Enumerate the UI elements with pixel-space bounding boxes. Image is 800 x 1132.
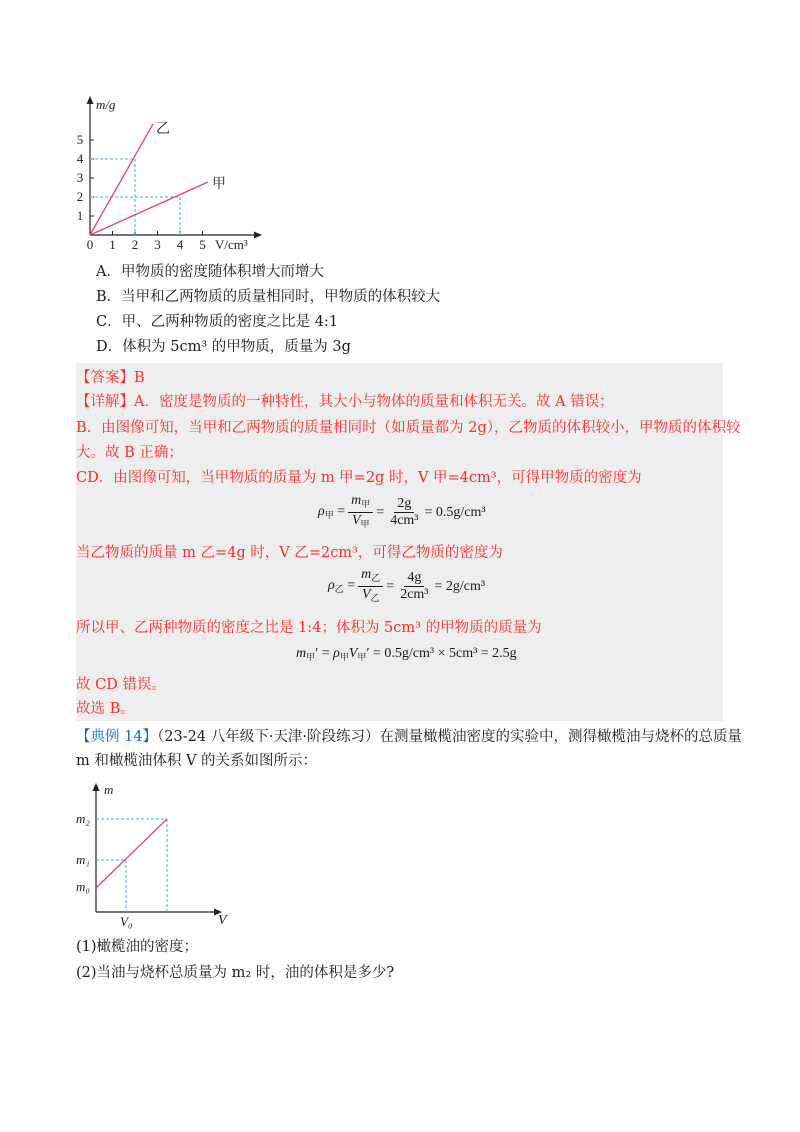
detail-line-5: 当乙物质的质量 m 乙=4g 时，V 乙=2cm³，可得乙物质的密度为 [76,545,503,561]
example-14-line-2: m 和橄榄油体积 V 的关系如图所示： [76,753,318,769]
x-tick-label-1: 1 [109,237,116,252]
equation-2: $\rho_乙$ = $\frac{m_乙}{V_乙}$ = $\frac{4g}{\text{2cm³}}$ = 2g/cm³ [328,567,486,603]
eq1-result: = 0.5g/cm³ [424,504,486,520]
y-axis-label: m/g [96,97,116,112]
series-line-yi [90,124,153,235]
x-tick-label-4: 4 [176,237,184,252]
option-d: D．体积为 5cm³ 的甲物质，质量为 3g [96,339,351,355]
series-line-jia [90,182,208,235]
guide-lines [90,159,180,235]
eq2-result: = 2g/cm³ [434,578,486,594]
density-chart-1 [76,92,280,252]
example-14-line-1 [76,727,742,747]
question-2: (2)当油与烧杯总质量为 m₂ 时，油的体积是多少? [76,965,395,981]
x-axis-label: V/cm³ [215,237,248,252]
answer-box [76,363,723,721]
equation-1: $\rho_甲$ = $\frac{m_甲}{V_甲}$ = $\frac{2g}{\text{4cm³}}$ = 0.5g/cm³ [318,493,486,529]
y-axis-arrow [87,96,94,104]
option-b: B．当甲和乙两物质的质量相同时，甲物质的体积较大 [96,289,441,305]
series-label-jia: 甲 [212,177,226,192]
y-tick-label-4: 4 [76,151,84,166]
x-tick-label-5: 5 [199,237,206,252]
x-axis-label: V [218,913,227,928]
equation-3: $m_甲' = \rho_甲V_甲' = 0.5g/cm^3 \times 5cm^3 = 2.5g$ [296,646,517,662]
answer-value: B [134,370,145,386]
eq2-denominator: 2cm³ [400,587,429,602]
y-tick-label-1: 1 [76,208,84,223]
label-m1: m₁ [76,852,90,867]
answer-line [76,368,145,388]
detail-line-6: 所以甲、乙两种物质的密度之比是 1:4；体积为 5cm³ 的甲物质的质量为 [76,620,542,636]
example-text-a: （23-24 八年级下·天津·阶段练习）在测量橄榄油密度的实验中，测得橄榄油与烧杯的总质量 [157,729,742,745]
label-m2: m₂ [76,811,90,826]
detail-line-7: 故 CD 错误。 [76,677,166,693]
eq2-numerator: 4g [404,570,424,587]
series-label-yi: 乙 [156,122,170,137]
answer-tag: 【答案】 [76,370,134,386]
question-1: (1)橄榄油的密度； [76,939,199,955]
detail-line-8: 故选 B。 [76,701,135,717]
y-tick-label-5: 5 [76,132,84,147]
guide-lines [96,819,167,912]
density-chart-2 [70,778,240,928]
detail-line-4: CD．由图像可知，当甲物质的质量为 m 甲=2g 时，V 甲=4cm³，可得甲物质的密度为 [76,470,642,486]
series-line [96,819,167,888]
detail-tag: 【详解】 [76,394,134,410]
option-c: C．甲、乙两种物质的密度之比是 4:1 [96,314,339,330]
eq3-text: = 0.5g/cm³ × 5cm³ = 2.5g [373,646,517,661]
option-a: A．甲物质的密度随体积增大而增大 [96,264,324,280]
x-tick-label-0: 0 [86,237,94,252]
detail-line-1 [76,392,614,412]
x-axis-arrow [254,232,262,239]
detail-line-3: 大。故 B 正确； [76,445,183,461]
y-axis-arrow [93,783,100,791]
label-m0: m₀ [76,879,90,894]
x-tick-label-2: 2 [131,237,139,252]
eq1-numerator: 2g [394,496,414,513]
example-tag: 【典例 14】 [76,729,158,745]
x-tick-label-3: 3 [154,237,161,252]
label-v0: V₀ [120,914,133,929]
y-axis-label: m [104,782,114,797]
eq1-denominator: 4cm³ [390,513,419,528]
y-tick-label-3: 3 [76,170,84,185]
detail-line-2: B．由图像可知，当甲和乙两物质的质量相同时（如质量都为 2g），乙物质的体积较小，甲物质的体积较 [76,420,741,436]
y-tick-label-2: 2 [76,189,84,204]
detail-text-a: A．密度是物质的一种特性，其大小与物体的质量和体积无关。故 A 错误； [134,394,614,410]
